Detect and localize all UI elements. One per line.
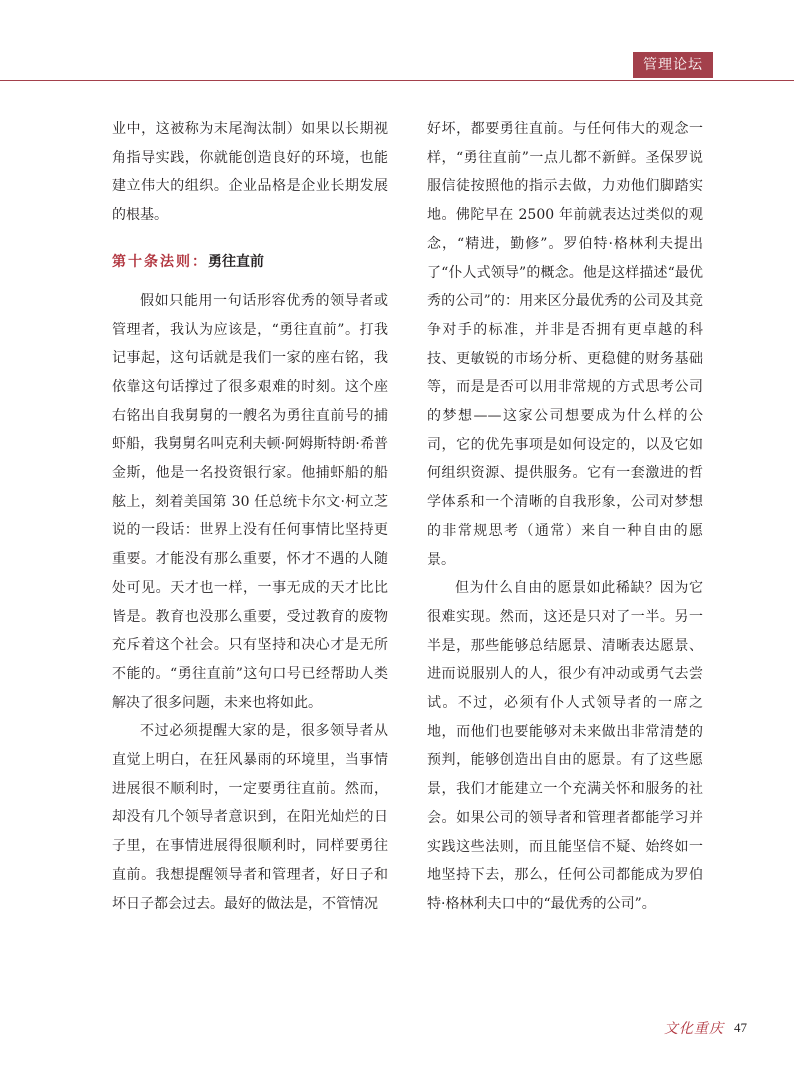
section-heading-title: 勇往直前 bbox=[208, 253, 264, 270]
section-heading-label: 第十条法则： bbox=[112, 253, 208, 270]
section-heading bbox=[112, 248, 388, 276]
left-paragraph-1: 业中，这被称为末尾淘汰制）如果以长期视角指导实践，你就能创造良好的环境，也能建立伟大的组织。企业品格是企业长期发展的根基。 bbox=[112, 121, 388, 224]
magazine-logo: 文化重庆 bbox=[664, 1021, 724, 1037]
left-paragraph-2: 假如只能用一句话形容优秀的领导者或管理者，我认为应该是，“勇往直前”。打我记事起，这句话就是我们一家的座右铭，我依靠这句话撑过了很多艰难的时刻。这个座右铭出自我舅舅的一艘名为勇往直前号的捕虾船，我舅舅名叫克利夫顿·阿姆斯特朗·希普金斯，他是一名投资银行家。他捕虾船的船舷上，刻着美国第 30 任总统卡尔文·柯立芝说的一段话：世界上没有任何事情比坚持更重要。才能没有那么重要，怀才不遇的人随处可见。天才也一样，一事无成的天才比比皆是。教育也没那么重要，受过教育的废物充斥着这个社会。只有坚持和决心才是无所不能的。“勇往直前”这句口号已经帮助人类解决了很多问题，未来也将如此。 bbox=[112, 292, 388, 711]
page-footer bbox=[664, 1016, 747, 1040]
header-rule bbox=[0, 80, 794, 81]
left-paragraph-3: 不过必须提醒大家的是，很多领导者从直觉上明白，在狂风暴雨的环境里，当事情进展很不顺利时，一定要勇往直前。然而，却没有几个领导者意识到，在阳光灿烂的日子里，在事情进展得很顺利时，同样要勇往直前。我想提醒领导者和管理者，好日子和坏日子都会过去。最好的做法是，不管情况 bbox=[112, 723, 388, 912]
right-paragraph-2: 但为什么自由的愿景如此稀缺？因为它很难实现。然而，这还是只对了一半。另一半是，那些能够总结愿景、清晰表达愿景、进而说服别人的人，很少有冲动或勇气去尝试。不过，必须有仆人式领导者的一席之地，而他们也要能够对未来做出非常清楚的预判，能够创造出自由的愿景。有了这些愿景，我们才能建立一个充满关怀和服务的社会。如果公司的领导者和管理者都能学习并实践这些法则，而且能坚信不疑、始终如一地坚持下去，那么，任何公司都能成为罗伯特·格林利夫口中的“最优秀的公司”。 bbox=[427, 580, 703, 912]
page-number: 47 bbox=[734, 1020, 747, 1035]
section-tag: 管理论坛 bbox=[633, 52, 713, 78]
right-paragraph-1: 好坏，都要勇往直前。与任何伟大的观念一样，“勇往直前”一点儿都不新鲜。圣保罗说服信徒按照他的指示去做，力劝他们脚踏实地。佛陀早在 2500 年前就表达过类似的观念，“精进，勤修”。罗伯特·格林利夫提出了“仆人式领导”的概念。他是这样描述“最优秀的公司”的：用来区分最优秀的公司及其竞争对手的标准，并非是否拥有更卓越的科技、更敏锐的市场分析、更稳健的财务基础等，而是是否可以用非常规的方式思考公司的梦想——这家公司想要成为什么样的公司，它的优先事项是如何设定的，以及它如何组织资源、提供服务。它有一套激进的哲学体系和一个清晰的自我形象，公司对梦想的非常规思考（通常）来自一种自由的愿景。 bbox=[427, 121, 703, 568]
right-column bbox=[427, 115, 703, 919]
left-column bbox=[112, 115, 388, 918]
